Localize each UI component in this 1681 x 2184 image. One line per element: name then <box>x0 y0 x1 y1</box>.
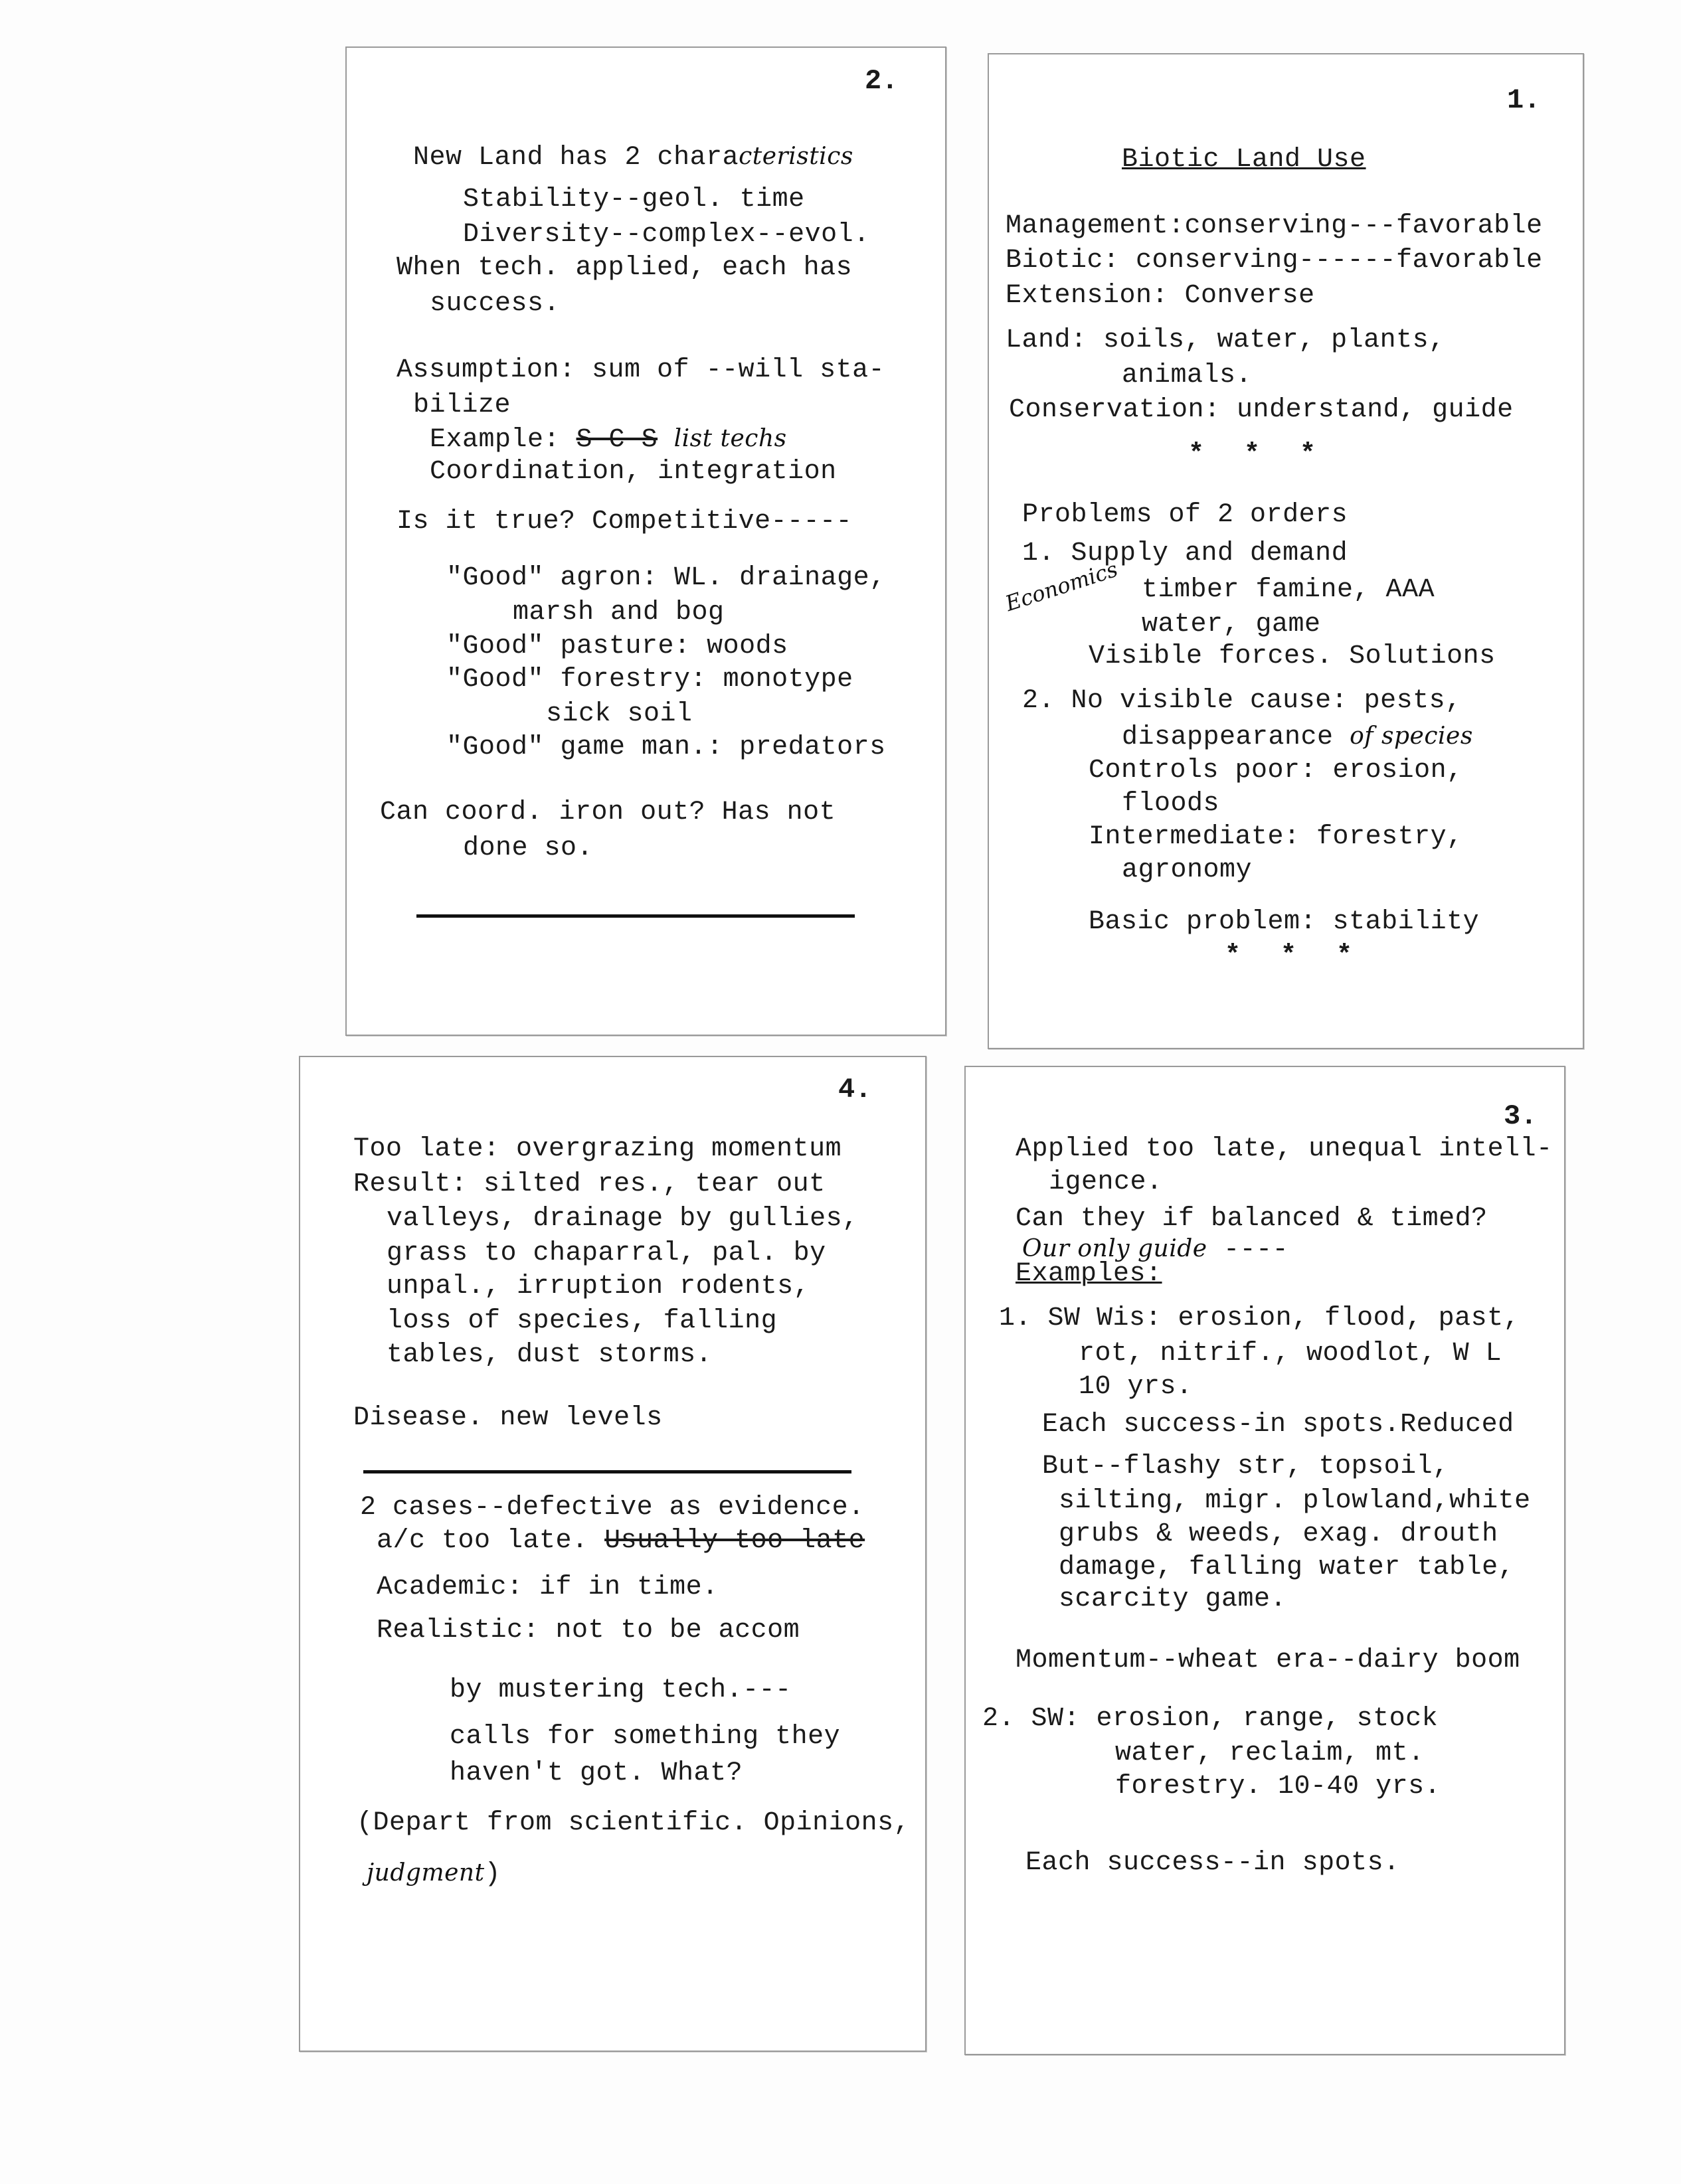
text-line: disappearance <box>1122 722 1334 752</box>
text-line: forestry. 10-40 yrs. <box>1115 1772 1441 1802</box>
divider-rule <box>416 914 855 918</box>
text-line: Momentum--wheat era--dairy boom <box>1016 1645 1520 1675</box>
text-line: Basic problem: stability <box>1089 907 1480 937</box>
section-separator: * * * <box>1225 941 1365 971</box>
text-line: igence. <box>1049 1167 1163 1197</box>
card-page-3 <box>964 1066 1565 2055</box>
text-line: New Land has 2 chara <box>413 143 739 173</box>
text-line: ) <box>484 1859 501 1889</box>
text-line: Can they if balanced & timed? <box>1016 1204 1488 1234</box>
handwritten-note: list techs <box>673 425 787 452</box>
text-line: Applied too late, unequal intell- <box>1016 1134 1553 1164</box>
text-line: by mustering tech.--- <box>450 1675 792 1705</box>
text-line: Controls poor: erosion, <box>1089 756 1463 786</box>
text-line: grass to chaparral, pal. by <box>387 1238 826 1268</box>
handwritten-note: Economics <box>1002 556 1121 617</box>
text-line: 1. SW Wis: erosion, flood, past, <box>999 1303 1520 1333</box>
page-number: 4. <box>838 1074 872 1106</box>
text-line: But--flashy str, topsoil, <box>1042 1452 1449 1481</box>
text-line: loss of species, falling <box>387 1306 778 1336</box>
text-line: bilize <box>413 390 511 420</box>
text-line: Land: soils, water, plants, <box>1006 325 1445 355</box>
text-line: water, game <box>1142 610 1321 639</box>
text-line: Disease. new levels <box>353 1403 663 1433</box>
text-line: a/c too late. <box>377 1526 588 1556</box>
text-line: ---- <box>1223 1235 1289 1265</box>
text-line: scarcity game. <box>1059 1584 1287 1614</box>
text-line: Visible forces. Solutions <box>1089 641 1496 671</box>
handwritten-note: of species <box>1350 722 1473 750</box>
text-line: tables, dust storms. <box>387 1340 713 1370</box>
text-line: Example: <box>430 425 561 455</box>
card-page-4 <box>299 1056 927 2052</box>
divider-rule <box>363 1470 851 1473</box>
text-line: success. <box>430 289 561 319</box>
text-line: Stability--geol. time <box>463 185 805 214</box>
text-line: Coordination, integration <box>430 457 837 487</box>
text-line: water, reclaim, mt. <box>1115 1738 1425 1768</box>
page-number: 2. <box>865 65 899 97</box>
text-line: haven't got. What? <box>450 1758 743 1788</box>
handwritten-note: Our only guide <box>1022 1235 1207 1262</box>
card-page-1 <box>988 53 1584 1049</box>
text-line: When tech. applied, each has <box>397 253 853 283</box>
text-line: silting, migr. plowland,white <box>1059 1486 1531 1516</box>
handwritten-note: judgment <box>367 1859 485 1887</box>
text-line: Conservation: understand, guide <box>1009 395 1514 425</box>
text-line: Each success--in spots. <box>1025 1848 1400 1878</box>
text-line: sick soil <box>546 699 693 729</box>
text-line: marsh and bog <box>513 598 725 628</box>
text-line: Result: silted res., tear out <box>353 1169 826 1199</box>
text-line: valleys, drainage by gullies, <box>387 1204 859 1234</box>
text-line: "Good" forestry: monotype <box>446 665 853 695</box>
text-line: agronomy <box>1122 855 1253 885</box>
section-heading: Examples: <box>1016 1259 1162 1289</box>
text-line: (Depart from scientific. Opinions, <box>357 1808 911 1838</box>
text-line: rot, nitrif., woodlot, W L <box>1079 1339 1502 1369</box>
text-line: calls for something they <box>450 1722 841 1752</box>
text-line: Academic: if in time. <box>377 1572 719 1602</box>
handwritten-note: cteristics <box>739 143 853 170</box>
text-line <box>413 141 853 174</box>
text-line <box>430 423 787 456</box>
text-line <box>377 1525 865 1557</box>
text-line: Diversity--complex--evol. <box>463 220 870 250</box>
text-line: floods <box>1122 789 1220 819</box>
card-title: Biotic Land Use <box>1122 145 1366 175</box>
text-line: Can coord. iron out? Has not <box>380 798 836 827</box>
text-line <box>1122 720 1473 754</box>
text-line: done so. <box>463 833 594 863</box>
text-line: 2. No visible cause: pests, <box>1022 686 1462 716</box>
text-line: Intermediate: forestry, <box>1089 822 1463 852</box>
text-line: Realistic: not to be accom <box>377 1616 800 1645</box>
page-number: 1. <box>1507 84 1541 116</box>
card-page-2 <box>345 46 946 1036</box>
text-line: "Good" agron: WL. drainage, <box>446 563 886 593</box>
struck-text: Usually too late <box>604 1526 865 1556</box>
text-line: damage, falling water table, <box>1059 1553 1515 1582</box>
text-line: 2. SW: erosion, range, stock <box>982 1704 1439 1734</box>
text-line: Management:conserving---favorable <box>1006 211 1543 241</box>
text-line: Problems of 2 orders <box>1022 500 1348 530</box>
text-line: Extension: Converse <box>1006 281 1315 311</box>
text-line: unpal., irruption rodents, <box>387 1272 810 1302</box>
text-line: Assumption: sum of --will sta- <box>397 355 885 385</box>
page-number: 3. <box>1504 1100 1538 1132</box>
struck-text: S C S <box>576 425 658 455</box>
text-line: Biotic: conserving------favorable <box>1006 246 1543 276</box>
text-line: 10 yrs. <box>1079 1372 1193 1402</box>
text-line: Each success-in spots.Reduced <box>1042 1410 1514 1440</box>
text-line: "Good" game man.: predators <box>446 732 886 762</box>
text-line <box>367 1857 501 1890</box>
section-separator: * * * <box>1188 440 1328 469</box>
text-line: 1. Supply and demand <box>1022 539 1348 568</box>
text-line: grubs & weeds, exag. drouth <box>1059 1519 1498 1549</box>
text-line: Is it true? Competitive----- <box>397 507 853 537</box>
text-line: timber famine, AAA <box>1142 575 1435 605</box>
text-line: Too late: overgrazing momentum <box>353 1134 842 1164</box>
text-line: animals. <box>1122 361 1253 390</box>
text-line: "Good" pasture: woods <box>446 631 788 661</box>
text-line: 2 cases--defective as evidence. <box>360 1493 865 1523</box>
